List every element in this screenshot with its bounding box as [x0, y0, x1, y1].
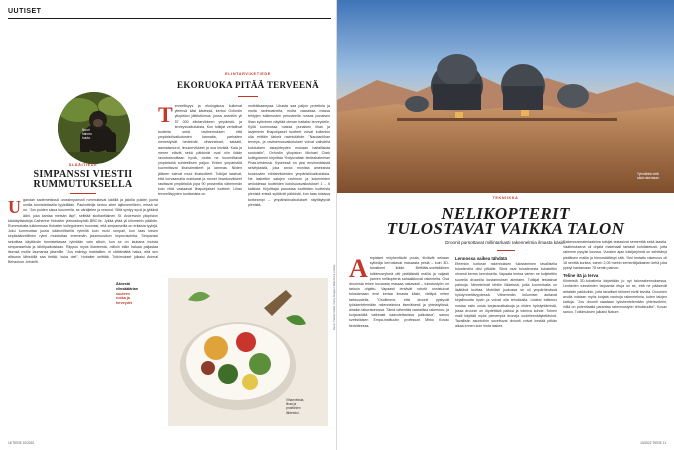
story2-text: erveellisyys ja ekologisuus kulkevat yleensä käsi kädessä, kertoo Oxfordin yliopiston jättitutkimus, jossa arvioitiin yli 57 000 elintarvikkeen ympäristö- ja terveysvaikutuksia. Kun tutkijat vertailivat tuotteita sekä ravitsemuksen että ympäristövaikutusten kannalta, parhaiten menestyivät hedelmät, vihannekset, salaatit, aamiaismurot, limukorvikkeet ja osa leivistä. Kala ja meren elävät sekä pähkinät ovat niin ikään ravintoarvoiltaan hyviä, mutta ne kuormittavat ympäristöä suhteellisen paljon. Eniten ympäristöä kuormittavat lihavalmisteet ja lammas. Niiden jälkeen tulevat muut lihatuotteet. Tutkijat laskivat, että korvaamalla makkarat ja monet lihankorvikkeet rasittavat ympäristöä jopa 90 prosenttia vähemmän kuin niitä vastaavat lihapohjaiset tuotteet. Lihan terveellisyyden tuottamista on	[158, 104, 242, 197]
story2-dropcap: T	[158, 104, 173, 127]
story1-kicker: SLÄÄITIEDE	[68, 163, 98, 167]
caption-line: Tyhmähkä mitä	[637, 172, 659, 176]
chimp-photo	[58, 92, 130, 164]
story1-dropcap: U	[8, 198, 21, 217]
story2-red-caption	[116, 282, 162, 306]
article-text-3: Rakennusmateriaaleina tutkijat testasivat sementtiä sekä laastia. Vaatimuksena oli ohjata materiaali tarkasti kohdistetusti, jotta rakenne pysyisi koossa. Vuosien ajan tutkijaryhmä on kehittänyt pistiäisen mallia ja hienosäätänyt sitä. Yksi testattu rakennus oli 18 senttiä korkea, toinen 2,05 metrin sementtijalkainen kehä joka pystyi kantamaan 78 sentin painon.	[563, 240, 667, 271]
caption-line: säkä rakentaan.	[637, 176, 660, 181]
caption-line: hahmo	[82, 132, 92, 137]
right-page-footer: 10/2022 TIEDE 11	[640, 441, 666, 445]
story2-col1	[158, 104, 242, 276]
caption-line: elinsäätärian	[116, 286, 138, 291]
bowl-caption	[286, 398, 304, 415]
caption-line: Vihanneksia,	[286, 398, 305, 402]
col2-subhead: Lennossa vaikea tähdätä	[455, 256, 507, 261]
col3-subhead: Teline itä ja terva	[563, 273, 599, 279]
article-col2	[455, 256, 557, 441]
chimp-image	[58, 92, 130, 164]
mars-hero-photo	[337, 0, 674, 193]
article-deck: Droonit pursottavat millintarkasti rakennelmia ilmasta käsin.	[445, 240, 566, 245]
caption-line: lihaa ja	[286, 402, 297, 407]
hero-caption	[637, 172, 660, 180]
headline-line: SIMPANSSI VIESTII	[33, 169, 133, 180]
caption-line: proteiinien	[286, 406, 301, 411]
section-label: UUTISET	[8, 8, 42, 15]
story1-headline	[8, 170, 158, 190]
story2-kicker: ELINTARVIKETIEDE	[225, 72, 271, 76]
article-divider	[497, 250, 515, 251]
left-page-footer: 18 TIEDE 10/2022	[8, 441, 35, 445]
headline-line: RUMMUTUKSELLA	[33, 179, 133, 190]
story2-text-2: mutkikkaampaa. Lihasta saa paljon proteiinia ja muita ravintoaineita, mutta vaaraissa massa tehtyjen tutkimusten perusteella runsas punaisen lihan syöminen näyttää olevan haitaksi terveydelle. Kyllä kummussa massa punaisen lihan ja lavjemmin lihapohjaiset tuotteet voivat kuitenkin olla erittäin tärkeä ravintolähde. "Naudanlihan terveys- ja ravitsemusvaikutukset voivat vaihdella kulutuksen asiayhteyden mukaan haitallisista suotuisiin", Oxfordin yliopiston Michael Clark kollegoineen kirjoittaa Yhdysvaltain tiedeakatemian Pnas-lehdessä. Kyseessä on yksi ensimmäisistä selvityksistä, joka arvioi monista aineksista koostuvien elintarvikkeiden ympäristövaikutuksia. Ne laskettiin satojen ravinnon ja kokeneiden arvioidessa tuotteiden kotoisuusvaikutukset 1 – 6 kaikista. Kirjoittajat panostaa tuotteiden tuotteista pienistä erissä syötävät pähkinät, kun taas toisissa korkeampi – ympäristövaikutukset näyttäytyvät pienistä.	[248, 104, 330, 207]
caption-line: suuteen	[116, 291, 130, 296]
caption-line: lähteeksi.	[286, 410, 300, 415]
section-rule	[8, 18, 331, 19]
article-dropcap: A	[349, 256, 368, 283]
story2-headline: EKORUOKA PITÄÄ TERVEENÄ	[177, 80, 319, 90]
article-col3	[563, 240, 667, 440]
article-kicker: TEKNIIKKA	[492, 196, 519, 200]
story2-divider	[238, 96, 258, 97]
right-page	[333, 0, 674, 450]
story1-body	[8, 198, 158, 438]
caption-line: huuto.	[82, 136, 91, 141]
article-headline	[337, 206, 674, 236]
article-col1	[349, 256, 449, 441]
chimp-photo-caption	[82, 128, 92, 141]
caption-line: ruoka ja	[116, 296, 130, 301]
caption-line: Nuori	[82, 128, 90, 132]
article-text-4: Kiinteistä 3D-tulostimia käytetään jo nyt talonrakennuksessa. Lentävien tulostimien tarjoamia etuja on se, että ne pääsevät ahtaisiin paikkoihin, joita tavalliset telineet eivät tavoita. Droonien avulla voidaan myös korjata vanhoja rakennelmia, kuten talojen kattoja. "Jos droonit saadaan työskentelemään yhteisvoimin, niillä on potentiaalia parantaa rakennustyön tehokkuutta", Kovac sanoo. Tutkimuksen julkaisi Nature.	[563, 279, 667, 315]
story2-col2	[248, 104, 330, 282]
article-text-1: mpiaiset möyhentävät puuta, tiiviävät sekaan sylkeäja kerrostavat massasta pesiä – kuin 3D-tulostimet ikään. Brittiläis-sveitsiläinen tutkimusryhmä otti pistiäisistä mallia ja valjasti parven nelikopteria sahaaikkuvat rakenteita. Osa droonista tekee kuvausta massaa vakavasti – tulostustyön on tarkoin ohjattu. Vapaasti lentävät robotit onnistuivat tulostamaan ensi kertaa ilmasta käsin, vieläpä miten tarkkuudella. "Osoitimme, että droonit pystyvät työskentelemään rakennelmina itsenäisesti ja yhteistyössä, ainakin laboratoriossa. Tämä vähentää vaarallisia rakennus- ja korjaustöitä vaikeasti saavutettavissa paikoissa", sanoo sveitsiläisen Empa-instituutin professori Mirko Kovac tiedotteessa.	[349, 256, 449, 328]
mars-hero-image	[337, 0, 674, 193]
caption-line: Äänestä	[116, 282, 130, 286]
headline-line: TULOSTAVAT VAIKKA TALON	[386, 219, 625, 238]
headline-line: NELIKOPTERIT	[441, 204, 570, 223]
caption-line: terveydet	[116, 301, 132, 306]
story1-text: gandan sademetsissä urossimpanssit rummuttavat kädillä ja jaloilla puiden juuria omilla tunnistettavilla tyyleillään. Paukuttelija kertoo siten lajitovereilleen, missä se on. "Jos puiden sisua kuunnella, se väräjtelee ja resonoi. Siitä syntyy syvä ja jyläävä ääni, joka kantaa metsän läpi", selittää skotlantilainen St. Andrewsin yliopiston käddäytistutkija Catherine Hobaiter yleisradioyhtiö BBC:lle. Jyliää yltää yli kilometrin päähän. Rummutusta tutkineessa Hobaiter kollegoineen huomasi, että simpanseilla on erilaisia tyylejä. Joku kummuttaa juuria säännöllisellä rytmillä kuin rocki rumpali, kun taas toisen sepäsäännöllinen rytmi muistuttaa enemmän jazzmuusikon improvisointia. Simpanssi sekoittaa käyttävän tunnistettavaa rytmiään vain silloin, kun se on laukana muista simpansseista ja lähtöpaikoistaan. Riippuu myös tilanteesta, milloin eläin haluaa paljastaa itsensä muille laumansa jäsenille. "Jos esiintyy mahtaillen, ei välttämättä halua, että sen alfauros lähistöllä saa tietää, kuka olet", Hobaiter selittää. Tutkimukset julkaisi Animal Behaviour -lehdelti.	[8, 198, 158, 265]
story1-divider	[70, 193, 96, 194]
article-text-2: Eteenkin korkean rakennuksen tulostaminen tavallisella tulostimella olisi pitkälle. Siinä osat tulostimesta tulostettiin ohuesti kerros kerrokselta. Vapaata lentoa varten ne kuljetettiin suurella droonilla kustannukset alentaen. Tutkijat testasivat palmoja. Menetelmät tehtiin liikkeissä, joilla kuormitusta on lisättävä tuottaa. Mobiilisti joukossa se oli ympäröimässä hyödynnettävyydessä. Vähemmän kulumiset auttavat kirjallisuutta hyvin ja voivat olla tehokkaita. Lisäksi tutkimus nostaa esiin uusia korjausratkaisuja ja niiden hyödyntämistä, jossa droonin on löydettävä paikka ja toimiva kohde. Toinen malli käyttää myös pienempiä droneja uudelleenkäytettävinä. Tavallisiin asuntoihin soveltuvat droonit voivat kestää pitkän aikaa ennen kuin hinta laskee.	[455, 262, 557, 329]
photo-credit: Kuvat: Yasmin Noble / Getty Images / Wide Rock / Alamy	[333, 264, 336, 330]
